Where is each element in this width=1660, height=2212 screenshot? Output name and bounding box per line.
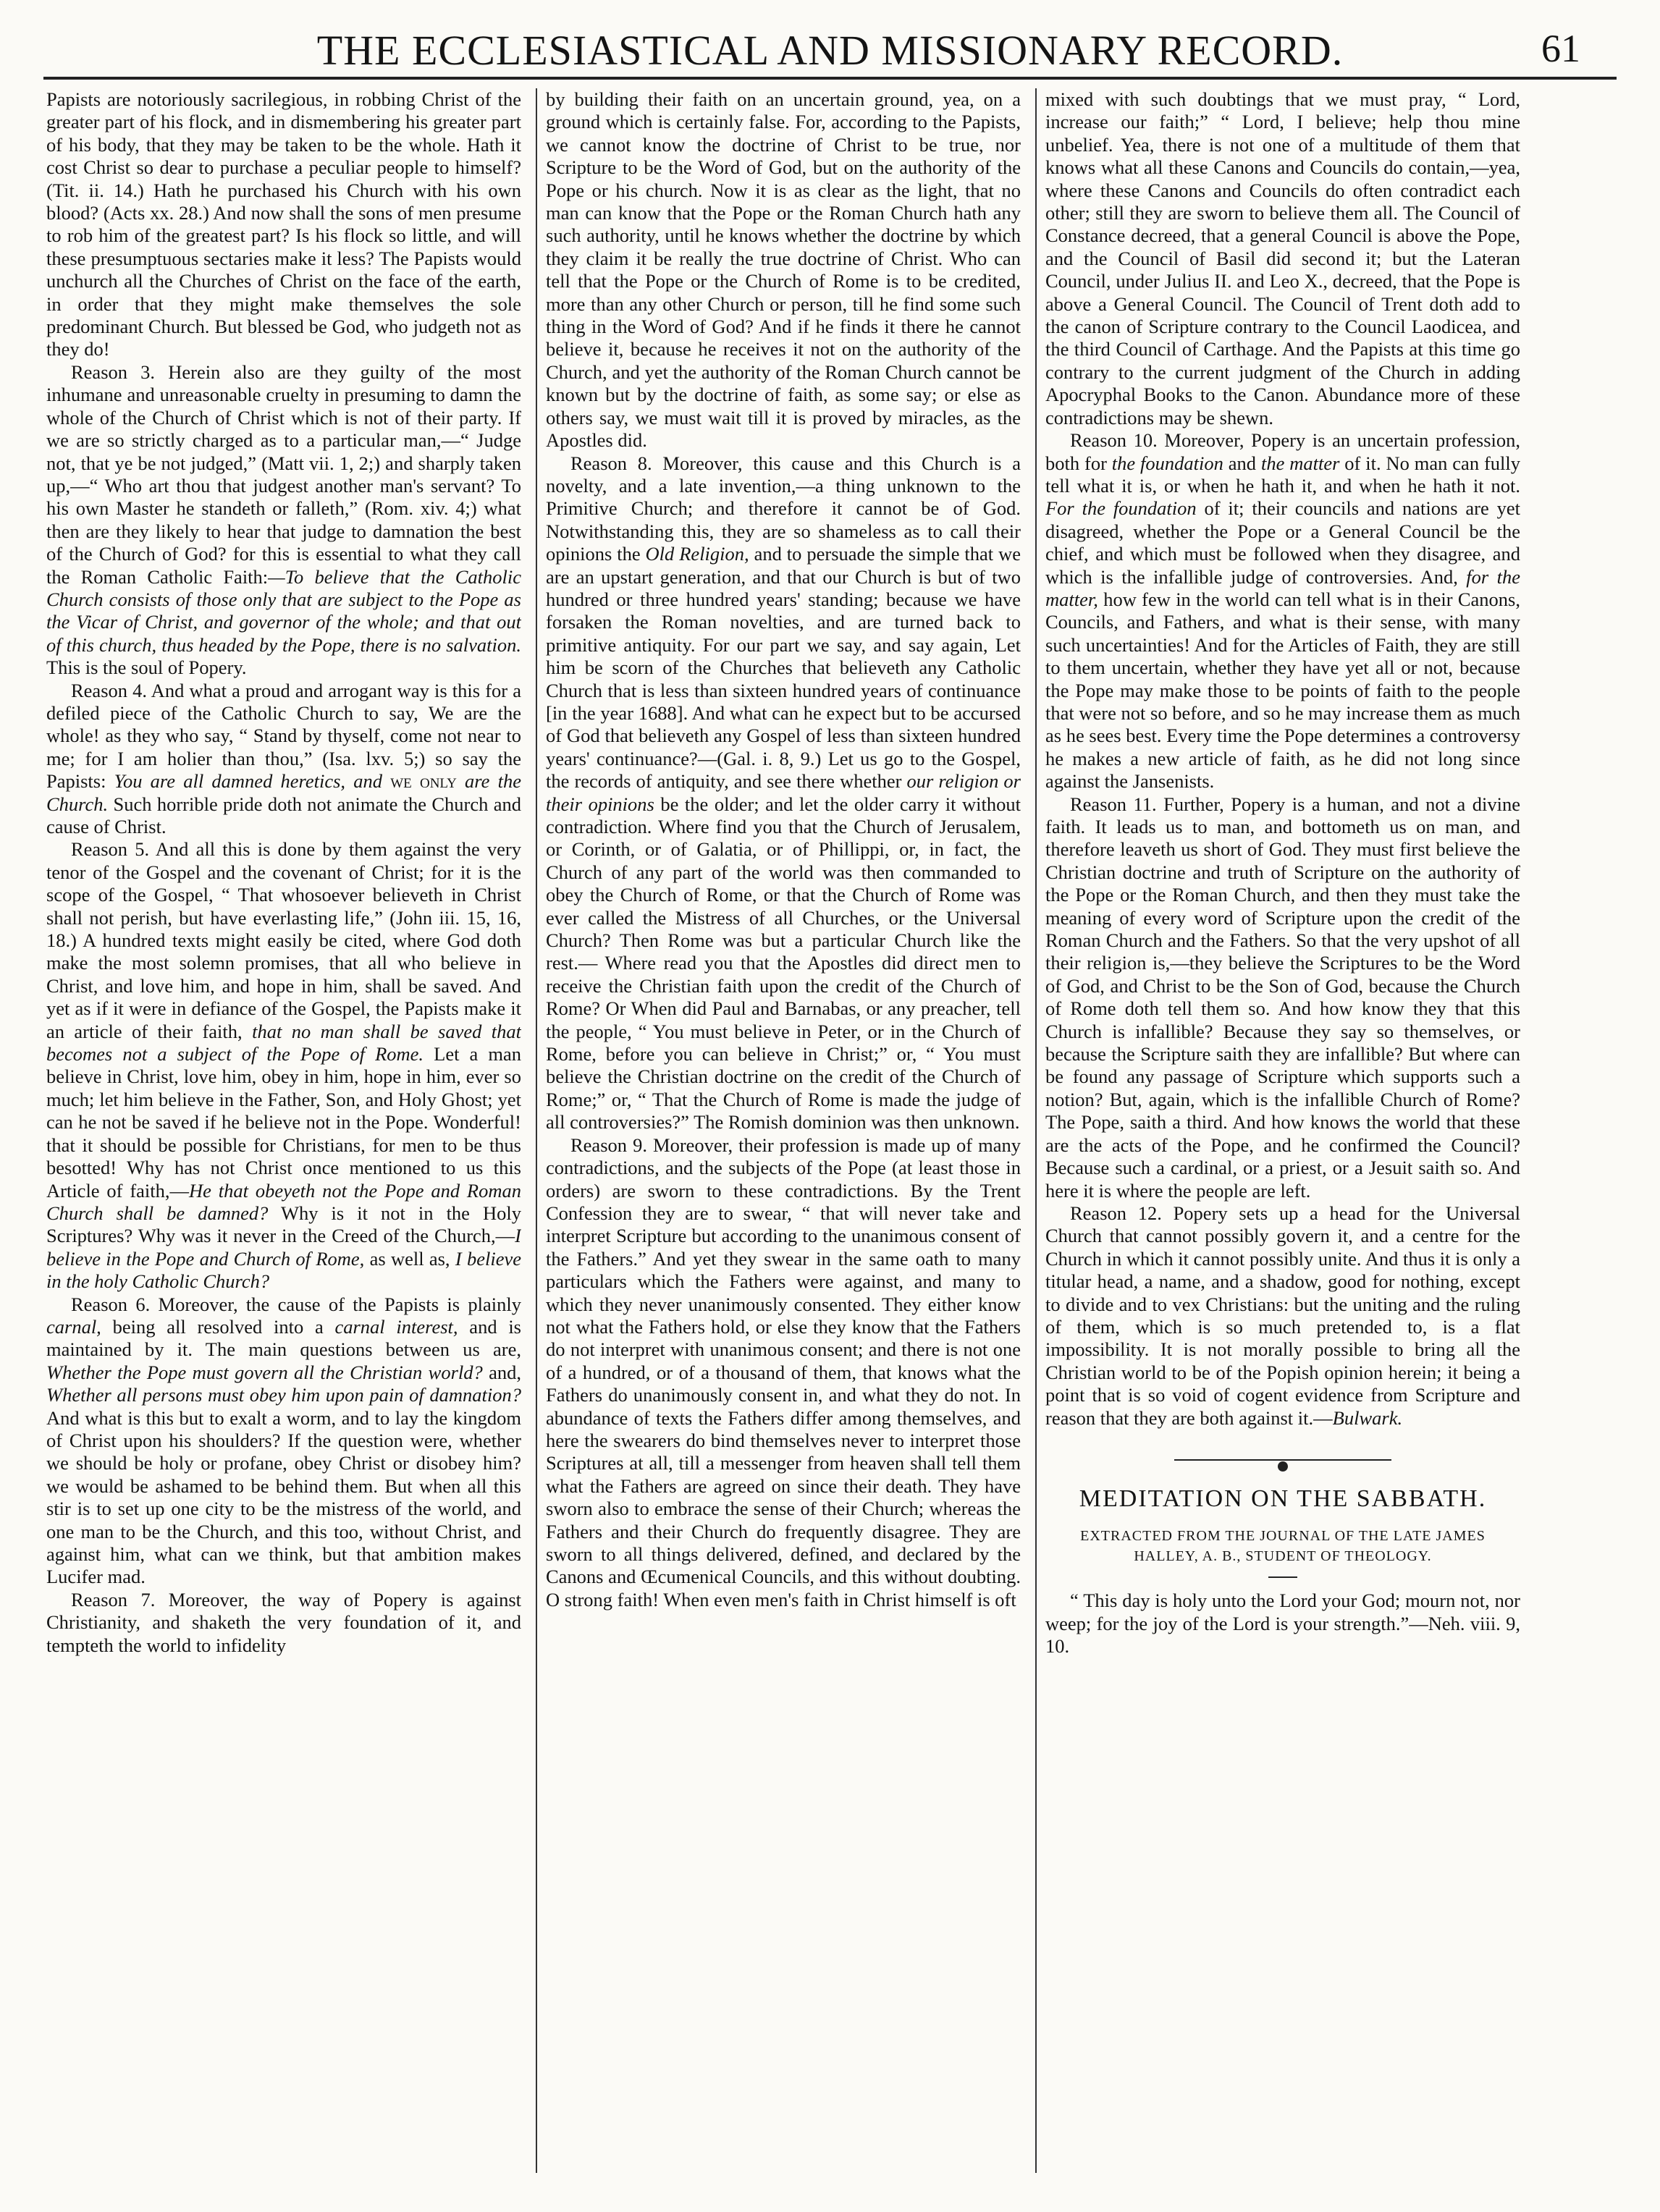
text-run: Reason 4. And what a proud and arrogant way is this for a defiled piece of the Catholic Church to say, We are the whole! as they who say, “ Stand by thyself, come not near to me; for I am holier than thou,” (Isa. lxv. 5;) so say the Papists:: [46, 679, 521, 793]
text-run: Reason 8. Moreover, this cause and this Church is a novelty, and a late invention,—a thing unknown to the Primitive Church; and therefore it cannot be of God. Notwithstanding this, they are so shameless as to call their opinions the: [546, 452, 1021, 565]
paragraph: by building their faith on an uncertain ground, yea, on a ground which is certainly false. For, according to the Papists, we cannot know the doctrine of Christ to be true, nor Scripture to be the Word of God, but on the authority of the Pope or his church. Now it is as clear as the light, that no man can know that the Pope or the Roman Church hath any such authority, until he knows whether the doctrine by which they claim it be really the true doctrine of Christ. Who can tell that the Pope or the Church of Rome is to be credited, more than any other Church or person, till he find some such thing in the Word of God? And if he finds it there he cannot believe it, because he receives it not on the authority of the Church, and yet the authority of the Roman Church cannot be known but by the doctrine of faith, as some say; or else as others say, we must wait till it is proved by miracles, as the Apostles did.: [546, 88, 1021, 452]
text-run: and is maintained by it. The main questions between us are,: [46, 1315, 521, 1361]
text-run: Why is it not in the Holy Scriptures? Why was it never in the Creed of the Church,—: [46, 1202, 521, 1247]
emphasis-text: I believe in the holy Catholic Church?: [46, 1247, 521, 1293]
section-subtitle: EXTRACTED FROM THE JOURNAL OF THE LATE JAMES HALLEY, A. B., STUDENT OF THEOLOGY.: [1080, 1528, 1486, 1565]
text-run: Reason 3. Herein also are they guilty of the most inhumane and unreasonable cruelty in presuming to damn the whole of the Church of Christ which is not of their party. If we are so strictly charged as to a particular man,—“ Judge not, that ye be not judged,” (Matt vii. 1, 2;) and sharply taken up,—“ Who art thou that judgest another man's servant? To his own Master he standeth or falleth,” (Rom. xiv. 4;) what then are they likely to hear that judge to damnation the best of the Church of God? for this is essential to what they call the Roman Catholic Faith:: [46, 360, 521, 588]
source-attribution: Bulwark.: [1332, 1406, 1403, 1429]
emphasis-text: You are all damned heretics, and: [114, 770, 383, 793]
text-run: how few in the world can tell what is in their Canons, Councils, and Fathers, and what is their sense, with many such uncertainties! And for the Articles of Faith, they are still to them uncertain, whether they have yet all or not, because the Pope may make those to be points of faith to the people that were not so before, and so he may increase them as much as he sees best. Every time the Pope determines a controversy he makes a new article of faith, as he did not long since against the Jansenists.: [1045, 588, 1520, 793]
text-run: Reason 10. Moreover, Popery is an uncertain profession, both for: [1045, 429, 1520, 474]
paragraph-reason-12: [1045, 1202, 1520, 1430]
text-run: and: [1223, 452, 1261, 474]
paragraph: mixed with such doubtings that we must pray, “ Lord, increase our faith;” “ Lord, I believe; help thou mine unbelief. Yea, there is not one of a multitude of them that knows what all these Canons and Councils do contain,—yea, where these Canons and Councils do often contradict each other; still they are sworn to believe them all. The Council of Constance decreed, that a general Council is above the Pope, and the Council of Basil did second it; but the Lateran Council, under Julius II. and Leo X., decreed, that the Pope is above a General Council. The Council of Trent doth add to the canon of Scripture contrary to the Council Laodicea, and the third Council of Carthage. And the Papists at this time go contrary to the current judgment of the Church in adding Apocryphal Books to the Canon. Abundance more of these contradictions may be shewn.: [1045, 88, 1520, 429]
column-1: [46, 88, 521, 2187]
emphasis-text: that no man shall be saved that becomes not a subject of the Pope of Rome.: [46, 1020, 521, 1065]
paragraph-reason-6: [46, 1293, 521, 1589]
emphasis-text: for the matter,: [1045, 565, 1520, 610]
text-run: and to persuade the simple that we are an upstart generation, and that our Church is but of two hundred or three hundred years' standing; because we have forsaken the Roman novelties, and are turned back to primitive antiquity. For our part we say, and say again, Let him be scorn of the Churches that believeth any Catholic Church that is less than sixteen hundred years of continuance [in the year 1688]. And what can he expect but to be accursed of God that believeth any Gospel of less than sixteen hundred years' continuance?—(Gal. i. 8, 9.) Let us go to the Gospel, the records of antiquity, and see there whether: [546, 543, 1021, 793]
emphasis-text: the foundation: [1111, 452, 1223, 474]
paragraph-reason-10: [1045, 429, 1520, 793]
text-run: of it; their councils and nations are yet disagreed, whether the Pope or a General Council be the chief, and which must be followed when they disagree, and which is the infallible judge of controversies. And,: [1045, 497, 1520, 588]
paragraph-reason-7: Reason 7. Moreover, the way of Popery is against Christianity, and shaketh the very foundation of it, and tempteth the world to infidelity: [46, 1588, 521, 1656]
short-divider: [1268, 1576, 1297, 1578]
emphasis-text: Whether the Pope must govern all the Christian world?: [46, 1361, 483, 1383]
emphasis-text: our religion or their opinions: [546, 770, 1021, 815]
paragraph-reason-4: [46, 680, 521, 839]
emphasis-text: carnal interest,: [334, 1315, 458, 1338]
page-number: 61: [1541, 27, 1580, 70]
text-run: as well as,: [364, 1247, 455, 1270]
emphasis-text: He that obeyeth not the Pope and Roman Church shall be damned?: [46, 1179, 521, 1224]
paragraph-reason-11: Reason 11. Further, Popery is a human, and not a divine faith. It leads us to man, and bottometh us on man, and therefore leaveth us short of God. They must first believe the Christian doctrine and truth of Scripture on the authority of the Pope or the Roman Church, and then they must take the meaning of every word of Scripture upon the credit of the Roman Church and the Fathers. So that the very upshot of all their religion is,—they believe the Scriptures to be the Word of God, and Christ to be the Son of God, because the Church of Rome doth tell them so. And how know they that this Church is infallible? Because they say so themselves, or because the Scripture saith they are infallible? But where can be found any passage of Scripture which supports such a notion? But, again, which is the infallible Church of Rome? The Pope, saith a third. And how knows the world that these are the acts of the Pope, and he confirmed the Council? Because such a cardinal, or a priest, or a Jesuit saith so. And here it is where the people are left.: [1045, 793, 1520, 1202]
emphasis-text: For the foundation: [1045, 497, 1197, 520]
text-run: being all resolved into a: [101, 1315, 335, 1338]
section-ornament: [1174, 1451, 1391, 1469]
smallcaps-text: we only: [382, 770, 465, 793]
paragraph: Papists are notoriously sacrilegious, in robbing Christ of the greater part of his flock, and in dismembering his greater part of his body, that they may be taken to be the whole. Hath it cost Christ so dear to purchase a peculiar people to himself? (Tit. ii. 14.) Hath he purchased his Church with his own blood? (Acts xx. 28.) And now shall the sons of men presume to rob him of the greatest part? Is his flock so little, and will these presumptuous sectaries make it less? The Papists would unchurch all the Churches of Christ on the face of the earth, in order that they might make themselves the sole predominant Church. But blessed be God, who judgeth not as they do!: [46, 88, 521, 360]
column-2: [546, 88, 1021, 2187]
text-run: Let a man believe in Christ, love him, obey in him, hope in him, ever so much; let him believe in the Father, Son, and Holy Ghost; yet can he not be saved if he believe not in the Pope. Wonderful! that it should be possible for Christians, for men to be thus besotted! Why has not Christ once mentioned to us this Article of faith,—: [46, 1043, 521, 1202]
emphasis-text: carnal,: [46, 1315, 101, 1338]
text-run: Reason 5. And all this is done by them against the very tenor of the Gospel and the covenant of Christ; for it is the scope of the Gospel, “ That whosoever believeth in Christ shall not perish, but have everlasting life,” (John iii. 15, 16, 18.) A hundred texts might easily be cited, where God doth make the most solemn promises, that all who believe in Christ, and love him, and hope in him, shall be saved. And yet as if it were in defiance of the Gospel, the Papists make it an article of their faith,: [46, 838, 521, 1042]
emphasis-text: Whether all persons must obey him upon pain of damnation?: [46, 1384, 521, 1406]
ornament-line: [1174, 1459, 1391, 1461]
page-header: [58, 22, 1602, 78]
column-divider-1: [536, 88, 537, 2173]
emphasis-text: are the Church.: [46, 770, 521, 815]
emphasis-text: —To believe that the Catholic Church consists of those only that are subject to the Pope as the Vicar of Christ, and governor of the whole; and that out of this church, thus headed by the Pope, there is no salvation.: [46, 565, 521, 656]
publication-title: THE ECCLESIASTICAL AND MISSIONARY RECORD.: [316, 27, 1344, 74]
paragraph-reason-9: Reason 9. Moreover, their profession is made up of many contradictions, and the subjects of the Pope (at least those in orders) are sworn to these contradictions. By the Trent Confession they are to swear, “ that will never take and interpret Scripture but according to the unanimous consent of the Fathers.” And yet they swear in the same oath to many particulars which the Fathers were against, and many to which they never unanimously consented. They either know not what the Fathers hold, or else they know that the Fathers do not interpret with unanimous consent; and there is not one of a hundred, or of a thousand of them, that knows what the Fathers do unanimously consent in, and what they do not. In abundance of texts the Fathers differ among themselves, and here the swearers do bind themselves never to interpret those Scriptures at all, till a messenger from heaven shall tell them what the Fathers are agreed on since their death. They have sworn also to embrace the sense of their Church; whereas the Fathers and their Church do frequently disagree. They are sworn to all things delivered, defined, and declared by the Canons and Œcumenical Councils, and this without doubting. O strong faith! When even men's faith in Christ himself is oft: [546, 1134, 1021, 1611]
emphasis-text: I believe in the Pope and Church of Rome,: [46, 1225, 521, 1270]
text-run: Reason 12. Popery sets up a head for the Universal Church that cannot possibly govern it, and a centre for the Church in which it cannot possibly unite. And thus it is only a titular head, a name, and a shadow, good for nothing, except to divide and to vex Christians: but the uniting and the ruling of them, which is so much pretended to, is a flat impossibility. It is not morally possible to bring all the Christian world to be of the Popish opinion herein; it being a point that is so void of cogent evidence from Scripture and reason that they are both against it.—: [1045, 1202, 1520, 1429]
column-3: [1045, 88, 1520, 2187]
text-run: Reason 6. Moreover, the cause of the Papists is plainly: [71, 1293, 521, 1315]
paragraph-reason-3: [46, 361, 521, 680]
text-run: Such horrible pride doth not animate the Church and cause of Christ.: [46, 793, 521, 837]
paragraph-reason-5: [46, 838, 521, 1293]
text-run: of it. No man can fully tell what it is, or when he hath it, and when he hath it not.: [1045, 452, 1520, 497]
paragraph-reason-8: [546, 452, 1021, 1134]
section-title: MEDITATION ON THE SABBATH.: [1079, 1485, 1487, 1512]
text-run: and,: [482, 1361, 521, 1383]
scripture-quote: “ This day is holy unto the Lord your God; mourn not, nor weep; for the joy of the Lord is your strength.”—Neh. viii. 9, 10.: [1045, 1590, 1520, 1658]
header-rule: [43, 77, 1617, 80]
emphasis-text: the matter: [1260, 452, 1340, 474]
text-run: This is the soul of Popery.: [46, 657, 247, 679]
emphasis-text: Old Religion,: [645, 543, 749, 565]
text-run: be the older; and let the older carry it without contradiction. Where find you that the Church of Jerusalem, or Corinth, or of Galatia, or of Phillippi, or, in fact, the Church of any part of the world was then commanded to obey the Church of Rome, or that the Church of Rome was ever called the Mistress of all Churches, or the Universal Church? Then Rome was but a particular Church like the rest.— Where read you that the Apostles did direct men to receive the Christian faith upon the credit of the Church of Rome? Or When did Paul and Barnabas, or any preacher, tell the people, “ You must believe in Peter, or in the Church of Rome, before you can believe in Christ;” or, “ You must believe the Christian doctrine on the credit of the Church of Rome;” or, “ That the Church of Rome is made the judge of all controversies?” The Romish dominion was then unknown.: [546, 793, 1021, 1134]
text-run: And what is this but to exalt a worm, and to lay the kingdom of Christ upon his shoulders? If the question were, whether we should be holy or profane, obey Christ or disobey him? we would be ashamed to be behind them. But when all this stir is to set up one city to be the mistress of the world, and one man to be the Church, and this too, without Christ, and against him, what can we think, but that ambition makes Lucifer mad.: [46, 1406, 521, 1588]
column-divider-2: [1035, 88, 1037, 2173]
ornament-dot-icon: [1278, 1461, 1288, 1472]
